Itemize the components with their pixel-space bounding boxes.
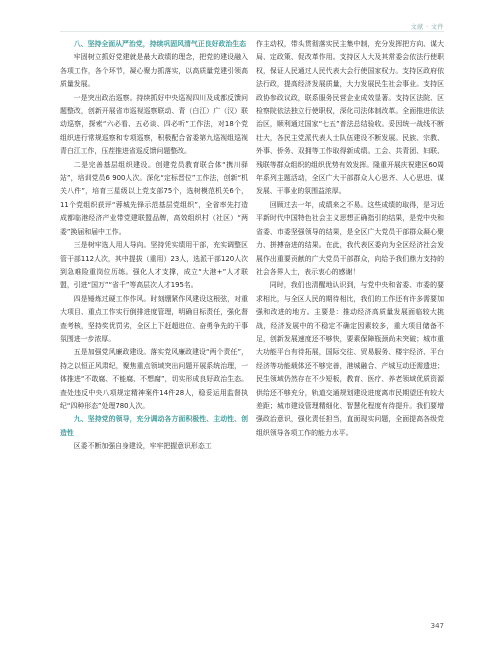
page-number: 347 [430, 622, 444, 630]
left-column [60, 38, 248, 454]
body-paragraph: 四是锤炼过硬工作作风。时刻绷紧作风建设这根弦，对重大项目、重点工作实行倒排进度管理，明确目标责任，强化督查考核，坚持奖优罚劣，全区上下赶超进位、奋勇争先的干事氛围进一步浓厚。 [60, 294, 248, 343]
right-column [256, 38, 444, 440]
body-paragraph: 一是突出政治巡察。持续抓好中央巡视四川及成都反馈问题整改，创新开展省市巡视巡察联动、青（白江）广（汉）联动巡察，探索“六必看、五必谈、四必听”工作法，对18个党组织进行常规巡察和专项巡察，积极配合省委第九巡视组巡视青白江工作，压茬推进省巡反馈问题整改。 [60, 93, 248, 156]
section-heading-eight: 八、坚持全面从严治党，持续巩固风清气正良好政治生态 [73, 40, 247, 48]
section-header-tag: 文献 · 文件 [410, 24, 444, 31]
body-paragraph-continued: 作主动权，带头贯彻落实民主集中制，充分发挥把方向、谋大局、定政策、促改革作用。支持区人大及其常委会依法行使职权，保证人民通过人民代表大会行使国家权力。支持区政府依法行政，提高经济发展质量，大力发展民生社会事业。支持区政协参政议政，联系服务民营企业成效显著。支持区法院、区检察院依法独立行使职权，深化司法体制改革。全面推进依法治区，顺利通过国家“七五”普法总结验收。妥因统一战线不断壮大，各民主党派代表人士队伍建设不断发展。民族、宗教、外事、侨务、双拥等工作取得新成绩。工会、共青团、妇联、残联等群众组织的组织优势有效发挥。隆重开展庆祝建区60周年系列主题活动，全区广大干部群众人心思齐、人心思进、谋发展、干事业的氛围益浓厚。 [256, 40, 444, 196]
header-divider [60, 31, 444, 32]
body-paragraph: 同时，我们也清醒地认识到，与党中央和省委、市委的要求相比，与全区人民的期待相比，我们的工作还有许多需要加强和改进的地方。主要是：推动经济高质量发展面临较大挑战，经济发展中的不稳定不确定因素较多，重大项目储备不足，创新发展速度还不够快，要素保障瓶颈尚未突破；城市重大功能平台有待拓展，国际交往、贸易服务、楼宇经济、平台经济等功能载体还不够完善，港城融合、产城互动还需遗进；民生领域仍然存在不少短板，教育、医疗、养老领域优质资源供给还不够充分，轨道交通规划建设进度离市民期望还有较大差距；城市建设管理精细化、智慧化程度有待提升。我们要增强政治意识，强化责任担当，直面现实问题，全面提高各级党组织领导各项工作的能力水平。 [256, 281, 444, 437]
body-paragraph: 回顾过去一年，成绩来之不易。这些成绩的取得，是习近平新时代中国特色社会主义思想正确指引的结果，是党中央和省委、市委坚强领导的结果，是全区广大党员干部群众凝心聚力、拼搏奋进的结果。在此，我代表区委向为全区经济社会发展作出重要贡献的广大党员干部群众，向给予我们鼎力支持的社会各界人士，表示衷心的感谢！ [256, 200, 444, 276]
section-heading-nine: 九、坚持党的领导，充分调动各方面积极性、主动性、创造性 [60, 415, 248, 437]
body-paragraph: 三是树牢选人用人导向。坚持凭实绩用干部，充实调整区管干部112人次，其中提拔（重用）23人，选派干部120人次到急难险重岗位历练。强化人才支撑，成立“大港+”人才联盟，引进“国万”“省千”等高层次人才195名。 [60, 241, 248, 290]
body-paragraph: 牢固树立抓好党建就是最大政绩的理念，把党的建设融入各项工作，各个环节，凝心聚力抓落实，以高质量党建引领高质量发展。 [60, 53, 248, 89]
body-paragraph: 二是完善基层组织建设。创建党员教育联合体“携川驿站”，培训党员6 900人次。深化“定标晋位”工作法，创新“机关八件”，培育三星级以上党支部75个，选树模范机关6个，11个党组织获评“蓉城先锋示范基层党组织”，全省率先打造成都临港经济产业带党建联盟品牌，高效组织村（社区）“两委”换届和届中工作。 [60, 160, 248, 236]
body-paragraph: 区委不断加强自身建设，牢牢把握意识形态工 [73, 442, 212, 451]
body-paragraph: 五是加强党风廉政建设。落实党风廉政建设“两个责任”，持之以恒正风肃纪，聚焦重点领域突出问题开展系统治理，一体推进“不敢腐、不能腐、不想腐”，切实形成良好政治生态。查处违反中央八项规定精神案件14件28人，稳妥运用监督执纪“四种形态”处理780人次。 [60, 348, 248, 410]
